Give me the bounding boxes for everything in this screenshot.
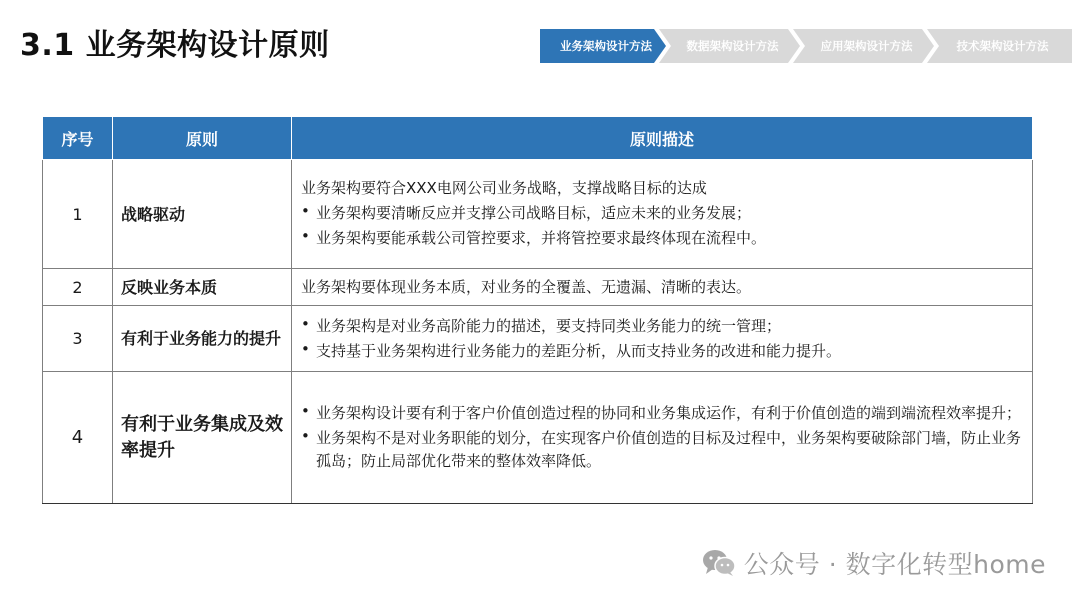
watermark-text: 公众号 · 数字化转型home bbox=[743, 550, 1046, 579]
bullet-item: • 业务架构不是对业务职能的划分，在实现客户价值创造的目标及过程中，业务架构要破除部门墙，防止业务孤岛；防止局部优化带来的整体效率降低。 bbox=[301, 427, 1022, 473]
header-description: 原则描述 bbox=[292, 117, 1033, 160]
description-text: 业务架构要符合XXX电网公司业务战略，支撑战略目标的达成 bbox=[301, 178, 707, 197]
step-business-architecture[interactable] bbox=[540, 29, 666, 63]
table-header-row bbox=[43, 117, 1033, 160]
step-label: 技术架构设计方法 bbox=[956, 39, 1049, 53]
principle-description bbox=[292, 306, 1033, 372]
bullet-item: • 业务架构是对业务高阶能力的描述，要支持同类业务能力的统一管理； bbox=[301, 315, 1022, 338]
bullet-list bbox=[301, 402, 1022, 473]
principle-name: 有利于业务能力的提升 bbox=[113, 306, 292, 372]
step-label: 数据架构设计方法 bbox=[686, 39, 779, 53]
step-label: 业务架构设计方法 bbox=[560, 39, 652, 53]
bullet-list bbox=[301, 202, 1022, 250]
wechat-icon bbox=[702, 549, 736, 577]
row-number: 3 bbox=[43, 306, 113, 372]
page-title: 3.1 业务架构设计原则 bbox=[20, 28, 330, 63]
principles-table bbox=[42, 116, 1033, 504]
principle-name: 战略驱动 bbox=[113, 160, 292, 269]
header-principle: 原则 bbox=[113, 117, 292, 160]
watermark bbox=[702, 545, 1046, 581]
principle-name: 反映业务本质 bbox=[113, 269, 292, 306]
bullet-item: • 业务架构设计要有利于客户价值创造过程的协同和业务集成运作，有利于价值创造的端到端流程效率提升； bbox=[301, 402, 1022, 425]
principle-name: 有利于业务集成及效率提升 bbox=[113, 372, 292, 504]
row-number: 4 bbox=[43, 372, 113, 504]
header-index: 序号 bbox=[43, 117, 113, 160]
principle-description bbox=[292, 160, 1033, 269]
principle-description bbox=[292, 269, 1033, 306]
step-application-architecture[interactable] bbox=[793, 29, 934, 63]
bullet-item: • 业务架构要清晰反应并支撑公司战略目标，适应未来的业务发展； bbox=[301, 202, 1022, 225]
table-row bbox=[43, 306, 1033, 372]
table-row bbox=[43, 160, 1033, 269]
row-number: 1 bbox=[43, 160, 113, 269]
step-data-architecture[interactable] bbox=[659, 29, 800, 63]
bullet-list bbox=[301, 315, 1022, 363]
table-row bbox=[43, 372, 1033, 504]
description-text: 业务架构要体现业务本质，对业务的全覆盖、无遗漏、清晰的表达。 bbox=[301, 277, 752, 296]
step-technology-architecture[interactable] bbox=[927, 29, 1072, 63]
row-number: 2 bbox=[43, 269, 113, 306]
process-steps bbox=[540, 29, 1072, 63]
table-row bbox=[43, 269, 1033, 306]
bullet-item: • 支持基于业务架构进行业务能力的差距分析，从而支持业务的改进和能力提升。 bbox=[301, 340, 1022, 363]
step-label: 应用架构设计方法 bbox=[820, 39, 913, 53]
principle-description bbox=[292, 372, 1033, 504]
bullet-item: • 业务架构要能承载公司管控要求，并将管控要求最终体现在流程中。 bbox=[301, 227, 1022, 250]
